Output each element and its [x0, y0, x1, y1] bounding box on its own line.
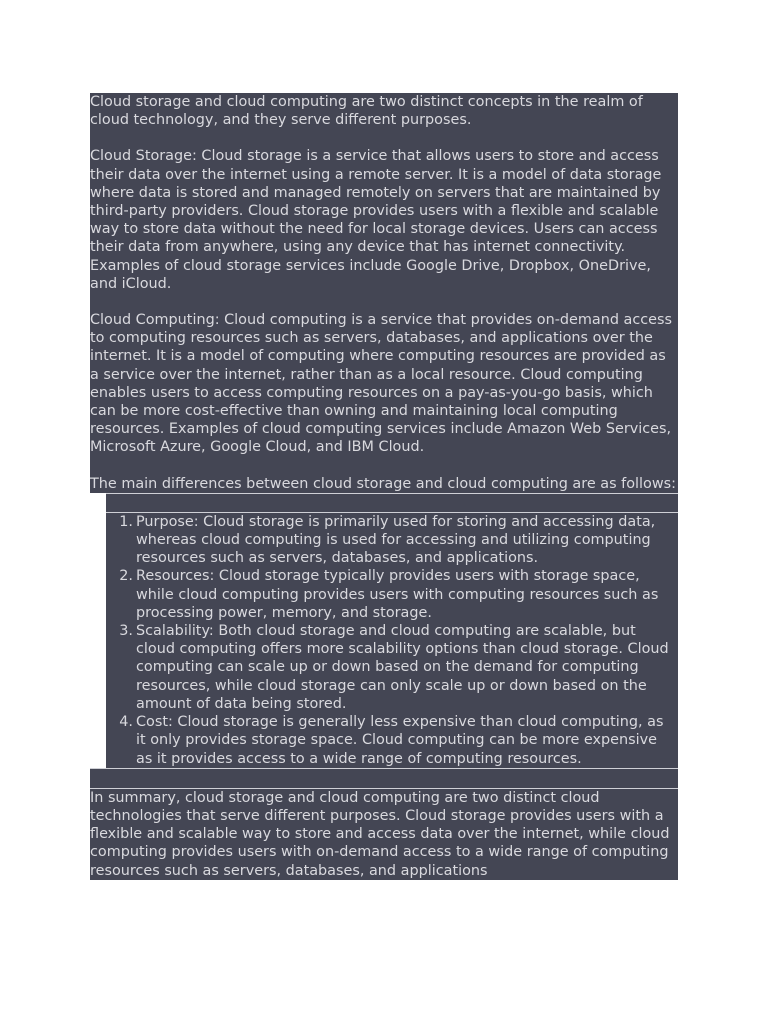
- intro-paragraph: Cloud storage and cloud computing are two distinct concepts in the realm of cloud technology, and they serve different purposes.: [90, 94, 643, 129]
- list-bottom-spacer: [90, 769, 678, 788]
- response-document: [90, 93, 678, 880]
- paragraph-gap: [90, 293, 678, 311]
- list-item-text: Resources: Cloud storage typically provides users with storage space, while cloud computing provides users with computing resources such as processing power, memory, and storage.: [136, 568, 659, 621]
- list-item-number: 3.: [119, 623, 133, 640]
- cloud-computing-paragraph: Cloud Computing: Cloud computing is a service that provides on-demand access to computing resources such as servers, databases, and applications over the internet. It is a model of computing where computing resources are provided as a service over the internet, rather than as a local resource. Cloud computing enables users to access computing resources on a pay-as-you-go basis, which can be more cost-effective than owning and maintaining local computing resources. Examples of cloud computing services include Amazon Web Services, Microsoft Azure, Google Cloud, and IBM Cloud.: [90, 312, 673, 456]
- differences-list-container: [106, 513, 678, 768]
- list-item: [119, 622, 670, 713]
- list-item-number: 1.: [119, 513, 133, 530]
- summary-paragraph: In summary, cloud storage and cloud computing are two distinct cloud technologies that serve different purposes. Cloud storage provides users with a flexible and scalable way to store and access data over the internet, while cloud computing provides users with on-demand access to a wide range of computing resources such as servers, databases, and applications: [90, 789, 670, 879]
- differences-intro-paragraph: The main differences between cloud storage and cloud computing are as follows:: [90, 475, 676, 492]
- list-item: [119, 713, 670, 768]
- list-item: [119, 513, 670, 568]
- list-item-number: 4.: [119, 714, 133, 731]
- response-top-block: [90, 93, 678, 493]
- summary-block: [90, 789, 678, 880]
- cloud-storage-paragraph: Cloud Storage: Cloud storage is a service that allows users to store and access their data over the internet using a remote server. It is a model of data storage where data is stored and managed remotely on servers that are maintained by third-party providers. Cloud storage provides users with a flexible and scalable way to store data without the need for local storage devices. Users can access their data from anywhere, using any device that has internet connectivity. Examples of cloud storage services include Google Drive, Dropbox, OneDrive, and iCloud.: [90, 148, 662, 292]
- paragraph-gap: [90, 457, 678, 475]
- paragraph-gap: [90, 129, 678, 147]
- list-item-text: Cost: Cloud storage is generally less expensive than cloud computing, as it only provides storage space. Cloud computing can be more expensive as it provides access to a wide range of computing resources.: [136, 714, 664, 767]
- list-item: [119, 567, 670, 622]
- list-item-text: Purpose: Cloud storage is primarily used for storing and accessing data, whereas cloud computing is used for accessing and utilizing computing resources such as servers, databases, and applications.: [136, 513, 656, 567]
- list-top-spacer: [106, 493, 678, 513]
- list-item-text: Scalability: Both cloud storage and cloud computing are scalable, but cloud computing offers more scalability options than cloud storage. Cloud computing can scale up or down based on the demand for computing resources, while cloud storage can only scale up or down based on the amount of data being stored.: [136, 623, 669, 712]
- differences-list: [106, 513, 678, 768]
- list-item-number: 2.: [119, 568, 133, 585]
